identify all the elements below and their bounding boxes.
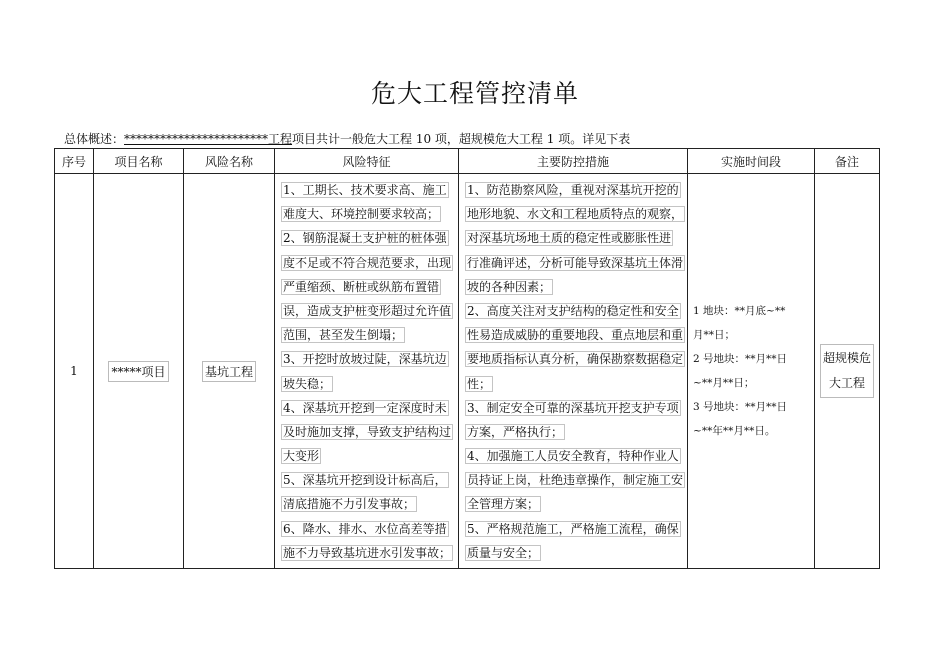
row-note-cell bbox=[815, 174, 880, 569]
measure-line: 坡的各种因素； bbox=[467, 279, 552, 294]
measure-line: 性； bbox=[467, 376, 492, 391]
row-note bbox=[820, 344, 874, 398]
row-features bbox=[275, 174, 459, 569]
row-project-cell bbox=[94, 174, 184, 569]
measure-line: 1、防范勘察风险，重视对深基坑开挖的 bbox=[467, 183, 679, 197]
row-index: 1 bbox=[55, 174, 94, 569]
feature-line: 3、开挖时放坡过陡，深基坑边 bbox=[283, 352, 447, 367]
time-line: 1 地块：**月底~** bbox=[693, 305, 786, 317]
feature-line: 度不足或不符合规范要求，出现 bbox=[283, 255, 452, 270]
measure-line: 5、严格规范施工，严格施工流程，确保 bbox=[467, 521, 679, 536]
feature-line: 难度大、环境控制要求较高； bbox=[283, 207, 440, 222]
measure-line: 地形地貌、水文和工程地质特点的观察， bbox=[467, 207, 684, 222]
measure-line: 性易造成威胁的重要地段、重点地层和重 bbox=[467, 328, 684, 343]
time-line: ~**年**月**日。 bbox=[693, 425, 776, 437]
measure-line: 方案，严格执行； bbox=[467, 424, 564, 439]
note-line: 大工程 bbox=[829, 376, 866, 390]
row-project: *****项目 bbox=[108, 361, 168, 382]
feature-line: 大变形 bbox=[283, 449, 320, 464]
measure-line: 3、制定安全可靠的深基坑开挖支护专项 bbox=[467, 400, 679, 415]
table-row bbox=[55, 174, 880, 569]
header-risk-name: 风险名称 bbox=[184, 149, 275, 174]
measure-line: 质量与安全； bbox=[467, 545, 540, 560]
feature-line: 4、深基坑开挖到一定深度时未 bbox=[283, 400, 447, 415]
feature-line: 6、降水、排水、水位高差等措 bbox=[283, 521, 447, 536]
measure-line: 行准确评述，分析可能导致深基坑土体滑 bbox=[467, 255, 684, 270]
header-index: 序号 bbox=[55, 149, 94, 174]
header-note: 备注 bbox=[815, 149, 880, 174]
table-header-row bbox=[55, 149, 880, 174]
row-measures bbox=[459, 174, 688, 569]
summary-project-name: ************************工程 bbox=[124, 132, 293, 146]
feature-line: 2、钢筋混凝土支护桩的桩体强 bbox=[283, 231, 447, 246]
time-line: 月**日； bbox=[693, 329, 736, 341]
row-time bbox=[688, 174, 815, 569]
feature-line: 严重缩颈、断桩或纵筋布置错 bbox=[283, 279, 440, 294]
feature-line: 清底措施不力引发事故； bbox=[283, 497, 416, 512]
row-risk-name-cell bbox=[184, 174, 275, 569]
hazard-table bbox=[54, 148, 880, 569]
time-line: 3 号地块：**月**日 bbox=[693, 401, 788, 413]
header-project: 项目名称 bbox=[94, 149, 184, 174]
feature-line: 施不力导致基坑进水引发事故； bbox=[283, 545, 452, 560]
measure-line: 要地质指标认真分析，确保勘察数据稳定 bbox=[467, 352, 684, 367]
measure-line: 对深基坑场地土质的稳定性或膨胀性进 bbox=[467, 231, 672, 246]
header-risk-features: 风险特征 bbox=[275, 149, 459, 174]
feature-line: 坡失稳； bbox=[283, 376, 332, 391]
note-line: 超规模危 bbox=[823, 351, 872, 365]
measure-line: 员持证上岗，杜绝违章操作，制定施工安 bbox=[467, 473, 684, 488]
summary-text: 项目共计一般危大工程 10 项，超规模危大工程 1 项。详见下表 bbox=[292, 132, 631, 146]
time-line: 2 号地块：**月**日 bbox=[693, 353, 788, 365]
summary-prefix: 总体概述： bbox=[64, 132, 125, 146]
header-measures: 主要防控措施 bbox=[459, 149, 688, 174]
measure-line: 2、高度关注对支护结构的稳定性和安全 bbox=[467, 303, 679, 318]
feature-line: 误，造成支护桩变形超过允许值 bbox=[283, 303, 452, 318]
feature-line: 及时施加支撑，导致支护结构过 bbox=[283, 424, 452, 439]
row-risk-name: 基坑工程 bbox=[202, 361, 256, 382]
header-time: 实施时间段 bbox=[688, 149, 815, 174]
measure-line: 全管理方案； bbox=[467, 497, 540, 512]
summary-line bbox=[64, 130, 630, 147]
document-title: 危大工程管控清单 bbox=[370, 79, 579, 108]
time-line: ~**月**日； bbox=[693, 377, 755, 389]
measure-line: 4、加强施工人员安全教育，特种作业人 bbox=[467, 449, 679, 464]
feature-line: 范围，甚至发生倒塌； bbox=[283, 328, 404, 343]
feature-line: 1、工期长、技术要求高、施工 bbox=[283, 183, 447, 197]
feature-line: 5、深基坑开挖到设计标高后， bbox=[283, 473, 447, 488]
